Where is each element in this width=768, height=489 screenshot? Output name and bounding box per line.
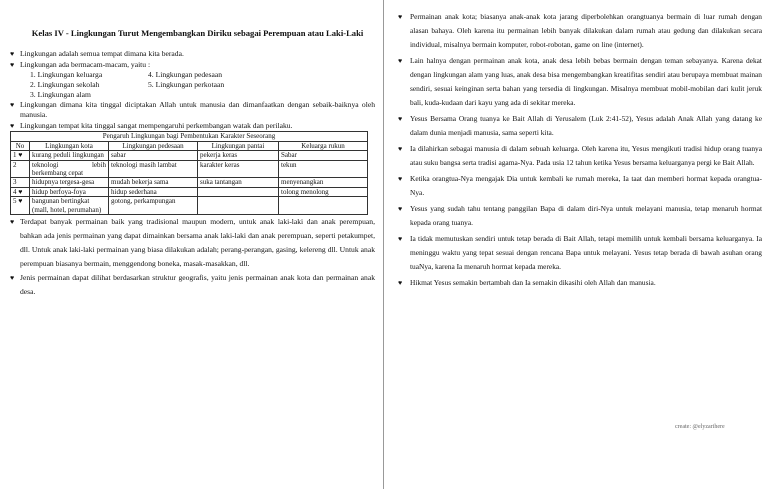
table-row [11,151,368,160]
heart-bullet-icon: ♥ [18,187,23,196]
column-header: Lingkungan pedesaan [109,141,198,150]
bullet-item: ♥ Yesus Bersama Orang tuanya ke Bait Allah di Yerusalem (Luk 2:41-52), Yesus adalah Anak Allah yang datang ke dalam dunia menjadi manusia, sama seperti kita. [398,114,762,137]
heart-bullet-icon: ♥ [10,121,15,130]
heart-bullet-icon: ♥ [398,279,403,287]
table-cell [198,187,279,196]
heart-bullet-icon: ♥ [18,197,23,206]
table-cell: sabar [109,151,198,160]
heart-bullet-icon: ♥ [10,274,15,283]
column-header: No [11,141,30,150]
table-row [11,197,368,215]
table-cell: bangunan bertingkat (mall, hotel, perumahan) [30,197,109,215]
table-cell [279,197,368,215]
table-cell: hidup sederhana [109,187,198,196]
bullet-item: ♥ Terdapat banyak permainan baik yang tradisional maupun modern, untuk anak laki-laki dan anak perempuan, bahkan ada jenis permainan yang dapat dimainkan bersama anak laki-laki dan anak perempuan, seperti petakumpet, dll. Untuk anak laki-laki permainan yang biasa dilakukan adalah; perang-perangan, gasing, kelereng dll. Untuk anak perempuan biasanya bermain, menggendong boneka, masak-masakkan, dll. [10,217,375,269]
table-cell: hidupnya tergesa-gesa [30,178,109,187]
heart-bullet-icon: ♥ [398,175,403,183]
bullet-item: ♥ Ia tidak memutuskan sendiri untuk tetap berada di Bait Allah, tetapi memilih untuk kembali bersama keluarganya. Ia meninggu waktu yang tepat sesuai dengan rencana Bapa untuk melayani. Yesus tetap berada di bawah asuhan orang tuaNya, karena Ia menaruh hormat kepada mereka. [398,234,762,271]
heart-bullet-icon: ♥ [10,218,15,227]
table-cell: 3 [11,178,30,187]
heart-bullet-icon: ♥ [10,50,15,58]
table-cell: 5 ♥ [11,197,30,215]
table-cell: hidup berfoya-foya [30,187,109,196]
table-cell: teknologi lebih berkembang cepat [30,160,109,178]
table-cell: menyenangkan [279,178,368,187]
table-row [11,187,368,196]
column-header: Lingkungan kota [30,141,109,150]
bullet-item: ♥ Ketika orangtua-Nya mengajak Dia untuk kembali ke rumah mereka, Ia taat dan memberi hormat kepada orangtua-Nya. [398,174,762,197]
column-header: Lingkungan pantai [198,141,279,150]
list-item [148,90,268,100]
list-item: 4. Lingkungan pedesaan [148,70,223,80]
table-row [11,160,368,178]
heart-bullet-icon: ♥ [18,151,23,160]
heart-bullet-icon: ♥ [398,57,403,65]
bullet-item: ♥ Hikmat Yesus semakin bertambah dan Ia semakin dikasihi oleh Allah dan manusia. [398,276,762,290]
table-cell: 2 [11,160,30,178]
table-row [11,178,368,187]
heart-bullet-icon: ♥ [398,115,403,123]
table-header-row [11,141,368,150]
bullet-item: ♥ Ia dilahirkan sebagai manusia di dalam sebuah keluarga. Oleh karena itu, Yesus mengikuti tradisi hidup orang tuanya atau suku bangsa serta tradisi agama-Nya. Pada usia 12 tahun ketika Yesus bersama keluarganya pergi ke Bait Allah. [398,144,762,167]
bullet-item: ♥ Jenis permainan dapat dilihat berdasarkan struktur geografis, yaitu jenis permainan anak kota dan permainan anak desa. [10,273,375,297]
bullet-item: ♥ Lingkungan ada bermacam-macam, yaitu : [10,59,151,69]
column-header: Keluarga rukun [279,141,368,150]
table-cell: 1 ♥ [11,151,30,160]
table-cell: teknologi masih lambat [109,160,198,178]
heart-bullet-icon: ♥ [398,205,403,213]
table-cell [198,197,279,215]
table-cell: gotong, perkampungan [109,197,198,215]
right-column [388,0,768,489]
table-cell: tolong menolong [279,187,368,196]
character-influence-table [10,131,368,215]
list-item: 5. Lingkungan perkotaan [148,79,225,89]
list-item: 2. Lingkungan sekolah [30,79,100,89]
heart-bullet-icon: ♥ [398,235,403,243]
bullet-item: ♥ Lingkungan dimana kita tinggal diciptakan Allah untuk manusia dan dimanfaatkan dengan sebaik-baiknya oleh manusia. [10,99,375,120]
heart-bullet-icon: ♥ [10,100,15,109]
bullet-item: ♥ Lain halnya dengan permainan anak kota, anak desa lebih bebas bermain dengan teman sebayanya. Karena dekat dengan lingkungan alam yang luas, anak desa bisa mengembangkan kreatifitas sendiri atau berupaya membuat mainan sendiri, sesuai keinginan serta bahan yang tersedia di lingkungan. Misalnya membuat mobil-mobilan dari kulit jeruk bali, kuda-kudaan dari kayu yang ada di sekitar mereka. [398,56,762,107]
bullet-item: ♥ Lingkungan tempat kita tinggal sangat mempengaruhi perkembangan watak dan perilaku. [10,120,293,130]
table-cell: karakter keras [198,160,279,178]
bullet-item: ♥ Lingkungan adalah semua tempat dimana kita berada. [10,49,184,58]
table-cell: Sabar [279,151,368,160]
heart-bullet-icon: ♥ [398,13,403,21]
bullet-item: ♥ Permainan anak kota; biasanya anak-anak kota jarang diperbolehkan orangtuanya bermain di luar rumah dengan alasan bahaya. Oleh karena itu permainan lebih banyak dilakukan dalam rumah atau gedung dan dilakukan secara individual, misalnya bermain komputer, robot-robotan, game on line (internet). [398,12,762,49]
environment-types-list [10,70,375,99]
table-cell: tekun [279,160,368,178]
bullet-item: ♥ Yesus yang sudah tahu tentang panggilan Bapa di dalam diri-Nya untuk melayani manusia, tetap menaruh hormat kepada orang tuanya. [398,204,762,227]
table-cell: pekerja keras [198,151,279,160]
list-item: 1. Lingkungan keluarga [30,70,103,80]
heart-bullet-icon: ♥ [10,60,15,69]
table-cell: mudah bekerja sama [109,178,198,187]
author-credit: create: @elyzarihere [675,424,725,430]
list-item: 3. Lingkungan alam [30,89,91,99]
table-cell: 4 ♥ [11,187,30,196]
table-cell: kurang peduli lingkungan [30,151,109,160]
table-cell: suka tantangan [198,178,279,187]
page-title: Kelas IV - Lingkungan Turut Mengembangkan Diriku sebagai Perempuan atau Laki-Laki [31,28,364,38]
table-caption: Pengaruh Lingkungan bagi Pembentukan Karakter Seseorang [11,132,368,141]
heart-bullet-icon: ♥ [398,145,403,153]
